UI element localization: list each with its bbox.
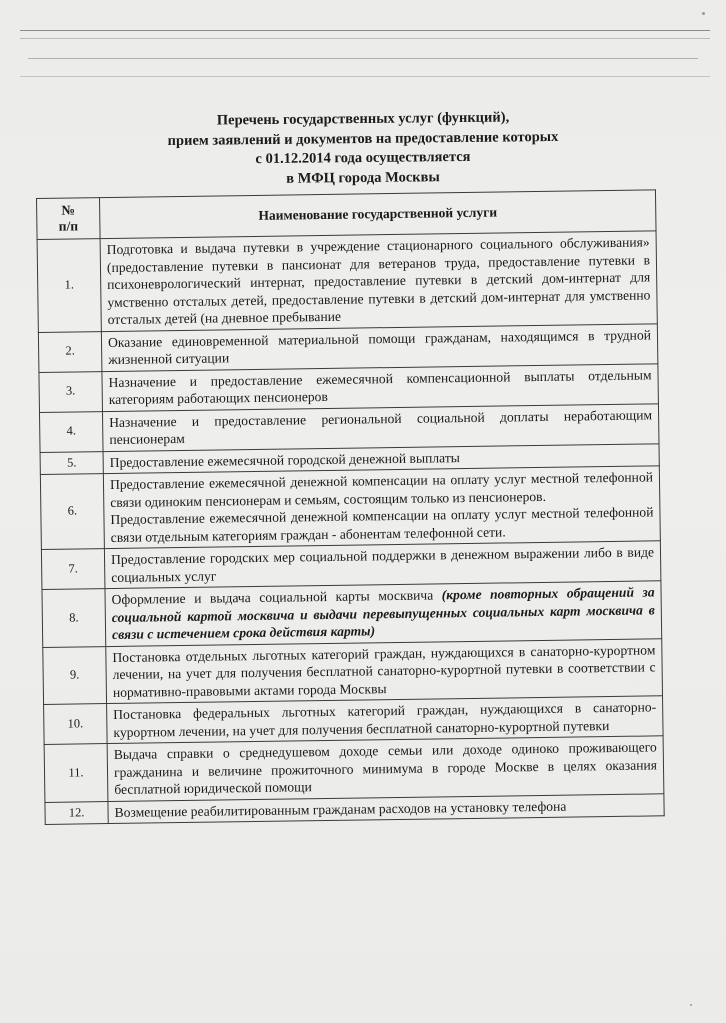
service-text: Назначение и предоставление региональной социальной доплаты неработающим пенсионерам bbox=[109, 406, 653, 447]
row-number: 2. bbox=[38, 331, 102, 372]
document-title bbox=[0, 110, 726, 188]
service-name bbox=[106, 638, 663, 703]
row-number: 7. bbox=[41, 549, 105, 590]
title-line-4: в МФЦ города Москвы bbox=[286, 168, 440, 187]
service-name bbox=[100, 231, 657, 331]
scan-artifact-line bbox=[28, 58, 698, 59]
row-number: 3. bbox=[39, 371, 103, 412]
header-num-pp: п/п bbox=[58, 218, 79, 234]
scan-artifact-line bbox=[20, 38, 710, 39]
scan-speck bbox=[690, 1004, 692, 1006]
services-table bbox=[36, 189, 665, 825]
service-text: Предоставление ежемесячной городской денежной выплаты bbox=[109, 449, 460, 470]
service-text: Оказание единовременной материальной помощи гражданам, находящимся в трудной жизненной ситуации bbox=[107, 326, 652, 368]
service-text: Предоставление ежемесячной денежной компенсации на оплату услуг местной телефонной связи отдельным категориям граждан - абонентам телефонной сети. bbox=[110, 504, 654, 545]
table-row bbox=[40, 466, 660, 550]
table-row bbox=[42, 581, 662, 647]
table-row bbox=[43, 638, 663, 704]
service-text: Выдача справки о среднедушевом доходе семьи или доходе одиноко проживающего гражданина и величине прожиточного минимума в городе Москве в целях оказания бесплатной юридической помощи bbox=[113, 739, 658, 797]
row-number: 5. bbox=[40, 451, 103, 474]
table-row bbox=[37, 231, 657, 332]
row-number: 1. bbox=[37, 239, 101, 332]
row-number: 4. bbox=[39, 411, 103, 452]
row-number: 12. bbox=[45, 801, 108, 824]
service-name bbox=[105, 581, 662, 646]
header-num bbox=[37, 198, 101, 240]
table-row bbox=[44, 736, 664, 802]
service-text: Подготовка и выдача путевки в учреждение стационарного социального обслуживания» (предоставление путевки в пансионат для ветеранов труда, предоставление путевки в психоневрологический интернат, предоставление путевки в детский дом-интернат для умственно отсталых детей, предоставление путевки в детский дом-интернат для умственно отсталых детей (на дневное пребывание bbox=[106, 234, 651, 328]
row-number: 10. bbox=[44, 704, 108, 745]
service-text: Предоставление городских мер социальной поддержки в денежном выражении либо в виде социальных услуг bbox=[110, 544, 655, 585]
service-text: Возмещение реабилитированным гражданам расходов на установку телефона bbox=[114, 798, 567, 820]
scan-artifact-line bbox=[20, 76, 710, 77]
title-line-2: прием заявлений и документов на предоставление которых bbox=[167, 128, 559, 149]
row-number: 9. bbox=[43, 646, 107, 704]
header-service-name: Наименование государственной услуги bbox=[100, 190, 657, 239]
scan-artifact-line bbox=[20, 30, 710, 31]
service-text: Постановка отдельных льготных категорий граждан, нуждающихся в санаторно-курортном лечении, на учет для получения бесплатной санаторно-курортной путевки в соответствии с нормативно-правовыми актами города Москвы bbox=[112, 641, 656, 700]
header-num-sign: № bbox=[61, 202, 76, 218]
row-number: 8. bbox=[42, 589, 106, 647]
service-text: Постановка федеральных льготных категорий граждан, нуждающихся в санаторно-курортном лечении, на учет для получения бесплатной санаторно-курортной путевки bbox=[113, 699, 657, 740]
title-line-1: Перечень государственных услуг (функций), bbox=[216, 109, 510, 129]
service-name bbox=[103, 466, 660, 549]
service-text-note: (кроме повторных обращений за социальной картой москвича и выдачи перевыпущенных социальных карт москвича в связи с истечением срока действия карты) bbox=[111, 584, 655, 642]
service-text-main: Оформление и выдача социальной карты москвича bbox=[111, 587, 442, 607]
service-text: Предоставление ежемесячной денежной компенсации на оплату услуг местной телефонной связи одиноким пенсионерам и семьям, состоящим только из пенсионеров. bbox=[109, 469, 654, 510]
row-number: 11. bbox=[44, 744, 108, 802]
row-number: 6. bbox=[40, 474, 104, 550]
service-name bbox=[107, 736, 664, 801]
scan-speck bbox=[702, 12, 705, 15]
service-text bbox=[111, 583, 655, 643]
service-text: Назначение и предоставление ежемесячной компенсационной выплаты отдельным категориям работающих пенсионеров bbox=[108, 366, 652, 408]
title-line-3: с 01.12.2014 года осуществляется bbox=[255, 148, 471, 168]
